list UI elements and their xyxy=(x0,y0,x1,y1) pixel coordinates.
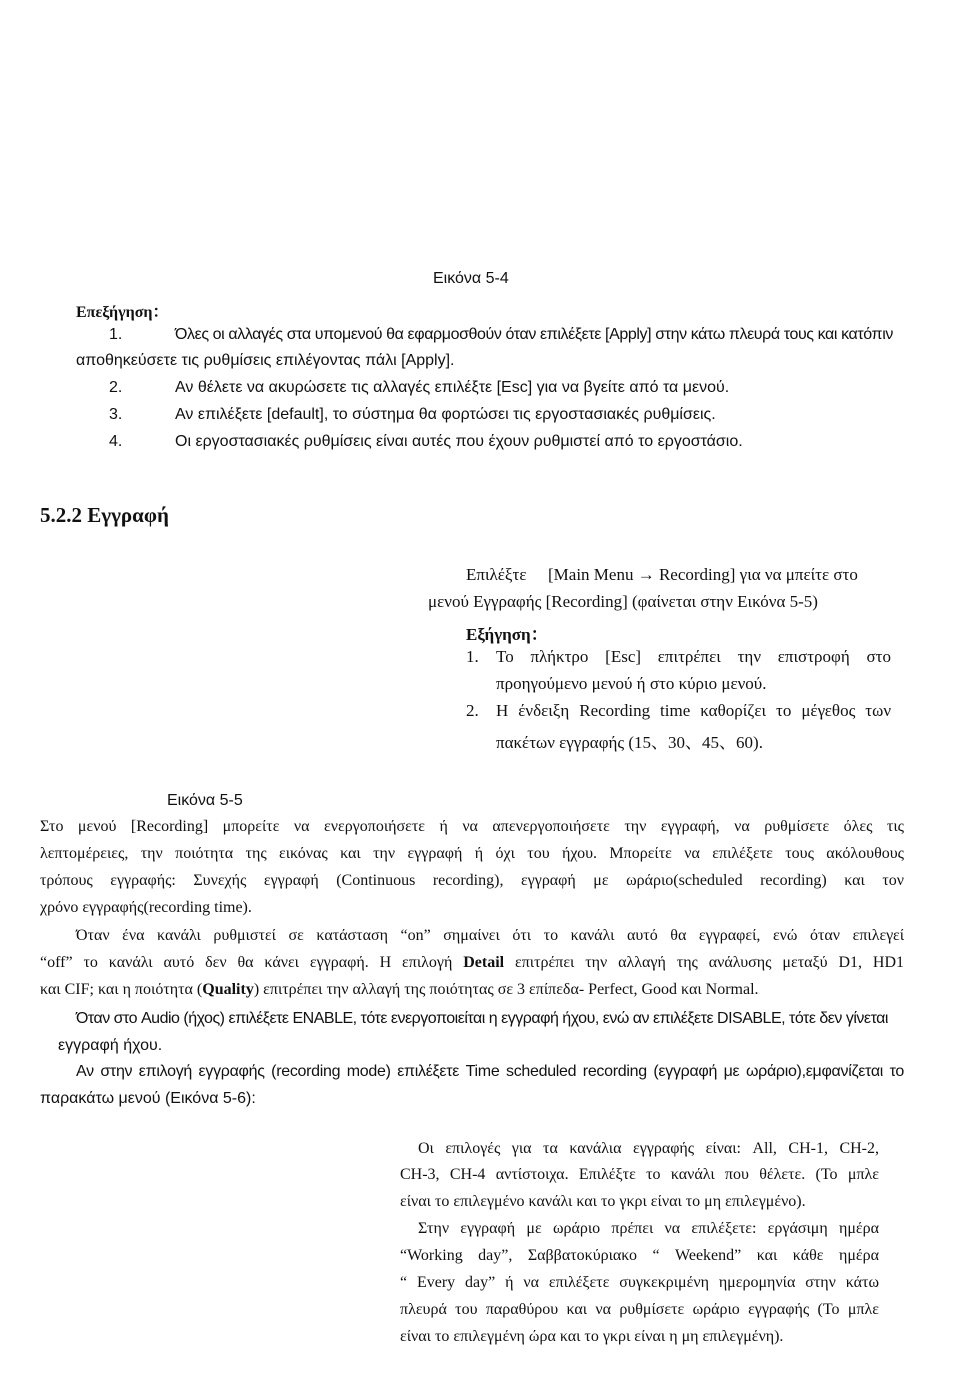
paragraph-line xyxy=(40,981,759,999)
list-item-1-number: 1. xyxy=(109,326,123,343)
paragraph-line: λεπτομέρειες, την ποιότητα της εικόνας και την εγγραφή ή όχι του ήχου. Μπορείτε να επιλέξετε τους ακόλουθους xyxy=(40,845,904,862)
intro-item-2-text-cont: πακέτων εγγραφής (15、30、45、60). xyxy=(496,733,763,752)
paragraph-line: CH-3, CH-4 αντίστοιχα. Επιλέξτε το κανάλι που θέλετε. (Το μπλε xyxy=(400,1166,879,1183)
list-item-3-number: 3. xyxy=(109,406,123,423)
explanation-heading: Επεξήγηση： xyxy=(76,304,169,321)
text-run: “off” το κανάλι αυτό δεν θα κάνει εγγραφή. Η επιλογή xyxy=(40,954,464,971)
paragraph-line: Στο μενού [Recording] μπορείτε να ενεργοποιήσετε ή να απενεργοποιήσετε την εγγραφή, να ρυθμίσετε όλες τις xyxy=(40,818,904,835)
paragraph-line: χρόνο εγγραφής(recording time). xyxy=(40,899,252,916)
paragraph-line: είναι το επιλεγμένη ώρα και το γκρι είναι η μη επιλεγμένη). xyxy=(400,1328,784,1345)
list-item-1-text-cont: αποθηκεύσετε τις ρυθμίσεις επιλέγοντας πάλι [Apply]. xyxy=(76,352,455,369)
paragraph-line: εγγραφή ήχου. xyxy=(58,1037,163,1054)
intro-text: [Main Menu → Recording] για να μπείτε στο xyxy=(548,565,858,584)
intro-text-cont: μενού Εγγραφής [Recording] (φαίνεται στην Εικόνα 5-5) xyxy=(428,592,818,611)
intro-item-1-number: 1. xyxy=(466,647,479,666)
intro-item-2-number: 2. xyxy=(466,701,479,720)
text-run: και CIF; και η ποιότητα ( xyxy=(40,981,203,998)
quality-term: Quality xyxy=(202,981,254,998)
paragraph-line: “Working day”, Σαββατοκύριακο “ Weekend” και κάθε ημέρα xyxy=(400,1247,879,1264)
section-title: 5.2.2 Εγγραφή xyxy=(40,503,169,527)
intro-item-1-text-cont: προηγούμενο μενού ή στο κύριο μενού. xyxy=(496,674,767,693)
paragraph-line: Αν στην επιλογή εγγραφής (recording mode) επιλέξετε Time scheduled recording (εγγραφή με ωράριο),εμφανίζεται το xyxy=(76,1063,904,1080)
text-run: ) επιτρέπει την αλλαγή της ποιότητας σε 3 επίπεδα- Perfect, Good και Normal. xyxy=(253,981,759,998)
intro-explanation-heading: Εξήγηση： xyxy=(466,625,548,644)
detail-term: Detail xyxy=(463,954,505,971)
paragraph-line: παρακάτω μενού (Εικόνα 5-6): xyxy=(40,1090,256,1107)
list-item-1-text: Όλες οι αλλαγές στα υπομενού θα εφαρμοσθούν όταν επιλέξετε [Apply] στην κάτω πλευρά τους και κατόπιν xyxy=(175,326,893,343)
figure-caption-5-5: Εικόνα 5-5 xyxy=(167,792,243,809)
paragraph-line: είναι το επιλεγμένο κανάλι και το γκρι είναι το μη επιλεγμένο). xyxy=(400,1193,806,1210)
paragraph-line: πλευρά του παραθύρου και να ρυθμίσετε ωράριο εγγραφής (Το μπλε xyxy=(400,1301,879,1318)
intro-prefix: Επιλέξτε xyxy=(466,565,527,584)
paragraph-line: Όταν ένα κανάλι ρυθμιστεί σε κατάσταση “on” σημαίνει ότι το κανάλι αυτό θα εγγραφεί, ενώ όταν επιλεγεί xyxy=(76,927,904,944)
list-item-4-number: 4. xyxy=(109,433,123,450)
text-run: επιτρέπει την αλλαγή της ανάλυσης μεταξύ D1, HD1 xyxy=(504,954,905,971)
list-item-2-text: Αν θέλετε να ακυρώσετε τις αλλαγές επιλέξτε [Esc] για να βγείτε από τα μενού. xyxy=(175,379,730,396)
paragraph-line: τρόπους εγγραφής: Συνεχής εγγραφή (Continuous recording), εγγραφή με ωράριο(scheduled recording) και τον xyxy=(40,872,904,889)
paragraph-line: Όταν στο Audio (ήχος) επιλέξετε ENABLE, τότε ενεργοποιείται η εγγραφή ήχου, ενώ αν επιλέξετε DISABLE, τότε δεν γίνεται xyxy=(76,1010,888,1027)
figure-caption-5-4: Εικόνα 5-4 xyxy=(433,270,509,287)
paragraph-line: Στην εγγραφή με ωράριο πρέπει να επιλέξετε: εργάσιμη ημέρα xyxy=(418,1220,879,1237)
paragraph-line: “ Every day” ή να επιλέξετε συγκεκριμένη ημερομηνία στην κάτω xyxy=(400,1274,879,1291)
paragraph-line xyxy=(40,954,904,972)
list-item-4-text: Οι εργοστασιακές ρυθμίσεις είναι αυτές που έχουν ρυθμιστεί από το εργοστάσιο. xyxy=(175,433,743,450)
intro-item-2-text: Η ένδειξη Recording time καθορίζει το μέγεθος των xyxy=(496,701,891,720)
intro-item-1-text: Το πλήκτρο [Esc] επιτρέπει την επιστροφή στο xyxy=(496,647,891,666)
paragraph-line: Οι επιλογές για τα κανάλια εγγραφής είναι: All, CH-1, CH-2, xyxy=(418,1140,879,1157)
list-item-2-number: 2. xyxy=(109,379,123,396)
list-item-3-text: Αν επιλέξετε [default], το σύστημα θα φορτώσει τις εργοστασιακές ρυθμίσεις. xyxy=(175,406,716,423)
